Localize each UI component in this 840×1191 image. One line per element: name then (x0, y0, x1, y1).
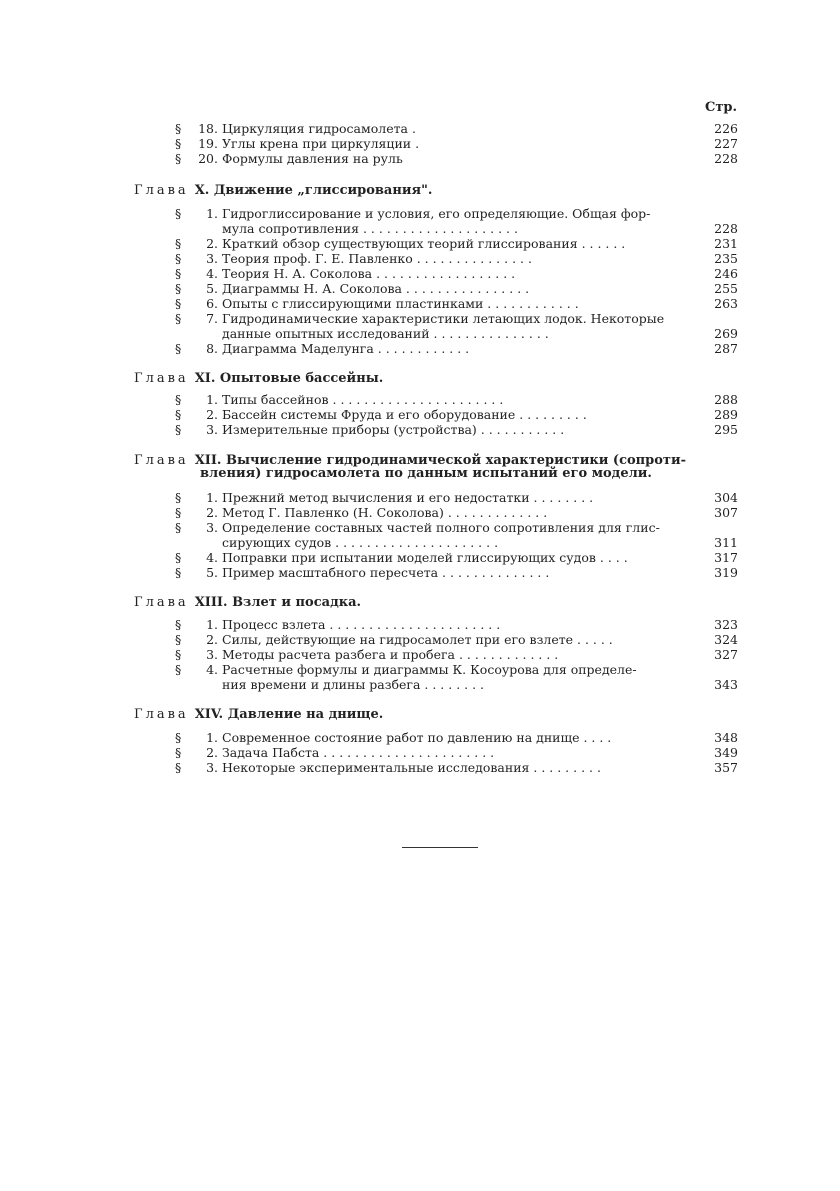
entry-page: 349 (714, 745, 738, 760)
chapter-title: XIII. Взлет и посадка. (194, 595, 362, 610)
entry-number: 2. (206, 236, 218, 251)
section-sign: § (175, 266, 182, 281)
entry-title: Диаграмма Маделунга . . . . . . . . . . . . (222, 341, 470, 356)
entry-page: 288 (714, 392, 738, 407)
entry-number: 3. (206, 422, 218, 437)
section-sign: § (175, 662, 182, 677)
section-sign: § (175, 311, 182, 326)
entry-number: 3. (206, 520, 218, 535)
chapter-title: X. Движение „глиссирования". (194, 183, 433, 198)
entry-number: 18. (198, 121, 218, 136)
entry-page: 263 (714, 296, 738, 311)
entry-title: Формулы давления на руль (222, 151, 403, 166)
entry-title: Бассейн системы Фруда и его оборудование . . . . . . . . . (222, 407, 587, 422)
section-sign: § (175, 151, 182, 166)
section-sign: § (175, 647, 182, 662)
entry-title: Силы, действующие на гидросамолет при его взлете . . . . . (222, 632, 613, 647)
entry-number: 5. (206, 281, 218, 296)
page-column-header: Стр. (705, 100, 738, 115)
entry-number: 20. (198, 151, 218, 166)
chapter-label: Глава (134, 707, 189, 722)
section-sign: § (175, 505, 182, 520)
chapter-heading (134, 594, 361, 612)
section-sign: § (175, 251, 182, 266)
entry-page: 227 (714, 136, 738, 151)
entry-page: 231 (714, 236, 738, 251)
entry-title: Краткий обзор существующих теорий глиссирования . . . . . . (222, 236, 626, 251)
end-divider (402, 847, 478, 848)
chapter-label: Глава (134, 453, 189, 468)
entry-number: 4. (206, 266, 218, 281)
section-sign: § (175, 565, 182, 580)
section-sign: § (175, 745, 182, 760)
section-sign: § (175, 407, 182, 422)
section-sign: § (175, 422, 182, 437)
section-sign: § (175, 760, 182, 775)
chapter-title: XII. Вычисление гидродинамической характеристики (сопроти- (194, 453, 687, 468)
entry-page: 287 (714, 341, 738, 356)
entry-title: сирующих судов . . . . . . . . . . . . . . . . . . . . . (222, 535, 499, 550)
entry-number: 2. (206, 407, 218, 422)
entry-number: 2. (206, 505, 218, 520)
entry-number: 1. (206, 392, 218, 407)
entry-number: 3. (206, 647, 218, 662)
entry-number: 4. (206, 550, 218, 565)
chapter-title-continued: вления) гидросамолета по данным испытаний его модели. (200, 466, 652, 481)
section-sign: § (175, 520, 182, 535)
chapter-label: Глава (134, 371, 189, 386)
entry-page: 235 (714, 251, 738, 266)
entry-title: Измерительные приборы (устройства) . . . . . . . . . . . (222, 422, 565, 437)
entry-title: Методы расчета разбега и пробега . . . . . . . . . . . . . (222, 647, 559, 662)
entry-title: Метод Г. Павленко (Н. Соколова) . . . . . . . . . . . . . (222, 505, 548, 520)
chapter-heading (134, 182, 432, 200)
entry-title: Гидродинамические характеристики летающих лодок. Некоторые (222, 311, 665, 326)
section-sign: § (175, 281, 182, 296)
entry-page: 323 (714, 617, 738, 632)
section-sign: § (175, 550, 182, 565)
chapter-title: XI. Опытовые бассейны. (194, 371, 384, 386)
chapter-label: Глава (134, 183, 189, 198)
entry-page: 226 (714, 121, 738, 136)
section-sign: § (175, 296, 182, 311)
entry-title: Теория Н. А. Соколова . . . . . . . . . . . . . . . . . . (222, 266, 516, 281)
entry-number: 2. (206, 745, 218, 760)
entry-number: 2. (206, 632, 218, 647)
section-sign: § (175, 341, 182, 356)
entry-number: 1. (206, 206, 218, 221)
entry-title: Опыты с глиссирующими пластинками . . . . . . . . . . . . (222, 296, 579, 311)
section-sign: § (175, 206, 182, 221)
entry-page: 357 (714, 760, 738, 775)
entry-title: Процесс взлета . . . . . . . . . . . . . . . . . . . . . . (222, 617, 501, 632)
entry-title: данные опытных исследований . . . . . . . . . . . . . . . (222, 326, 549, 341)
entry-title: Прежний метод вычисления и его недостатки . . . . . . . . (222, 490, 594, 505)
entry-number: 4. (206, 662, 218, 677)
entry-title: Пример масштабного пересчета . . . . . . . . . . . . . . (222, 565, 550, 580)
entry-title: Поправки при испытании моделей глиссирующих судов . . . . (222, 550, 628, 565)
section-sign: § (175, 490, 182, 505)
entry-page: 289 (714, 407, 738, 422)
chapter-title: XIV. Давление на днище. (194, 707, 384, 722)
chapter-heading (134, 706, 383, 724)
entry-number: 8. (206, 341, 218, 356)
entry-number: 1. (206, 490, 218, 505)
entry-title: Циркуляция гидросамолета . (222, 121, 416, 136)
entry-title: Расчетные формулы и диаграммы К. Косоурова для определе- (222, 662, 637, 677)
entry-title: Некоторые экспериментальные исследования . . . . . . . . . (222, 760, 601, 775)
entry-title: Современное состояние работ по давлению на днище . . . . (222, 730, 612, 745)
entry-page: 319 (714, 565, 738, 580)
entry-page: 228 (714, 221, 738, 236)
section-sign: § (175, 121, 182, 136)
entry-page: 324 (714, 632, 738, 647)
entry-page: 348 (714, 730, 738, 745)
entry-title: Задача Пабста . . . . . . . . . . . . . . . . . . . . . . (222, 745, 495, 760)
entry-number: 1. (206, 617, 218, 632)
chapter-label: Глава (134, 595, 189, 610)
entry-page: 311 (714, 535, 738, 550)
section-sign: § (175, 136, 182, 151)
entry-number: 5. (206, 565, 218, 580)
entry-title: Диаграммы Н. А. Соколова . . . . . . . . . . . . . . . . (222, 281, 530, 296)
section-sign: § (175, 236, 182, 251)
entry-page: 317 (714, 550, 738, 565)
entry-page: 327 (714, 647, 738, 662)
entry-page: 255 (714, 281, 738, 296)
entry-page: 246 (714, 266, 738, 281)
entry-page: 228 (714, 151, 738, 166)
entry-title: Углы крена при циркуляции . (222, 136, 420, 151)
section-sign: § (175, 392, 182, 407)
entry-page: 304 (714, 490, 738, 505)
entry-title: Гидроглиссирование и условия, его определяющие. Общая фор- (222, 206, 651, 221)
section-sign: § (175, 617, 182, 632)
entry-number: 3. (206, 251, 218, 266)
entry-page: 307 (714, 505, 738, 520)
entry-number: 19. (198, 136, 218, 151)
entry-title: Теория проф. Г. Е. Павленко . . . . . . . . . . . . . . . (222, 251, 532, 266)
entry-title: ния времени и длины разбега . . . . . . . . (222, 677, 485, 692)
entry-number: 1. (206, 730, 218, 745)
entry-page: 269 (714, 326, 738, 341)
entry-number: 6. (206, 296, 218, 311)
entry-page: 343 (714, 677, 738, 692)
entry-page: 295 (714, 422, 738, 437)
section-sign: § (175, 632, 182, 647)
section-sign: § (175, 730, 182, 745)
entry-number: 3. (206, 760, 218, 775)
entry-title: Типы бассейнов . . . . . . . . . . . . . . . . . . . . . . (222, 392, 504, 407)
chapter-heading (134, 370, 383, 388)
entry-title: Определение составных частей полного сопротивления для глис- (222, 520, 660, 535)
entry-number: 7. (206, 311, 218, 326)
entry-title: мула сопротивления . . . . . . . . . . . . . . . . . . . . (222, 221, 518, 236)
